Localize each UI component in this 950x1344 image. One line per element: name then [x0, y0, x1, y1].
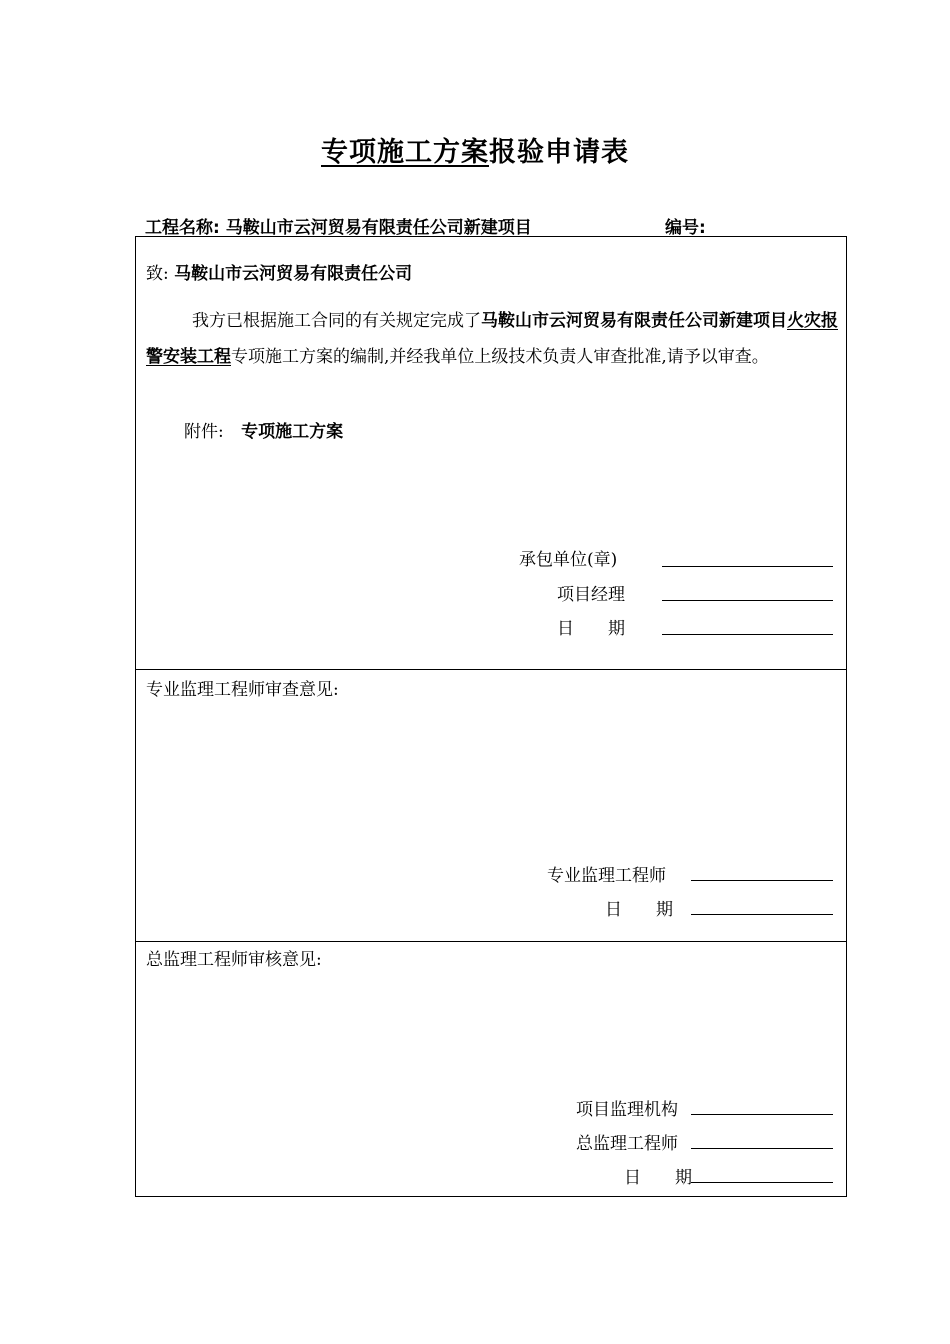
- project-label: 工程名称:: [145, 218, 220, 238]
- to-label: 致:: [146, 264, 169, 284]
- project-name-line: [145, 213, 532, 238]
- section-divider-1: [136, 669, 846, 670]
- attachment-value: 专项施工方案: [241, 422, 344, 442]
- org-label: 项目监理机构: [576, 1100, 678, 1120]
- engineer-sign-line[interactable]: [691, 880, 833, 881]
- engineer-review-heading: 专业监理工程师审查意见:: [146, 680, 339, 700]
- para-rest: 专项施工方案的编制,并经我单位上级技术负责人审查批准,请予以审查。: [231, 347, 769, 367]
- chief-sign-line[interactable]: [691, 1148, 833, 1149]
- engineer-label: 专业监理工程师: [547, 866, 666, 886]
- manager-label: 项目经理: [557, 585, 625, 605]
- form-title-part1: 专项施工方案: [321, 137, 489, 168]
- form-title-part2: 报验申请表: [489, 137, 629, 168]
- contractor-label: 承包单位(章): [519, 550, 618, 570]
- date-sign-line-1[interactable]: [662, 634, 833, 635]
- date-label-3: 日 期: [624, 1168, 692, 1188]
- date-sign-line-3[interactable]: [691, 1182, 833, 1183]
- chief-review-heading: 总监理工程师审核意见:: [146, 950, 322, 970]
- date-sign-line-2[interactable]: [691, 914, 833, 915]
- contractor-sign-line[interactable]: [662, 566, 833, 567]
- to-line: [146, 259, 412, 284]
- attachment-line: [184, 417, 343, 442]
- para-lead: 我方已根据施工合同的有关规定完成了: [192, 311, 481, 331]
- to-company: 马鞍山市云河贸易有限责任公司: [174, 264, 413, 284]
- form-title: [0, 130, 950, 169]
- application-paragraph: [146, 303, 838, 375]
- para-project: 马鞍山市云河贸易有限责任公司新建项目: [481, 311, 787, 331]
- chief-label: 总监理工程师: [576, 1134, 678, 1154]
- project-name: 马鞍山市云河贸易有限责任公司新建项目: [225, 218, 532, 238]
- manager-sign-line[interactable]: [662, 600, 833, 601]
- date-label-1: 日 期: [557, 619, 625, 639]
- date-label-2: 日 期: [605, 900, 673, 920]
- org-sign-line[interactable]: [691, 1114, 833, 1115]
- approval-form-table: [135, 236, 847, 1197]
- attachment-label: 附件:: [184, 422, 224, 442]
- para-work: 火灾报警安装工程: [146, 311, 838, 367]
- number-label: 编号:: [665, 218, 706, 238]
- section-divider-2: [136, 941, 846, 942]
